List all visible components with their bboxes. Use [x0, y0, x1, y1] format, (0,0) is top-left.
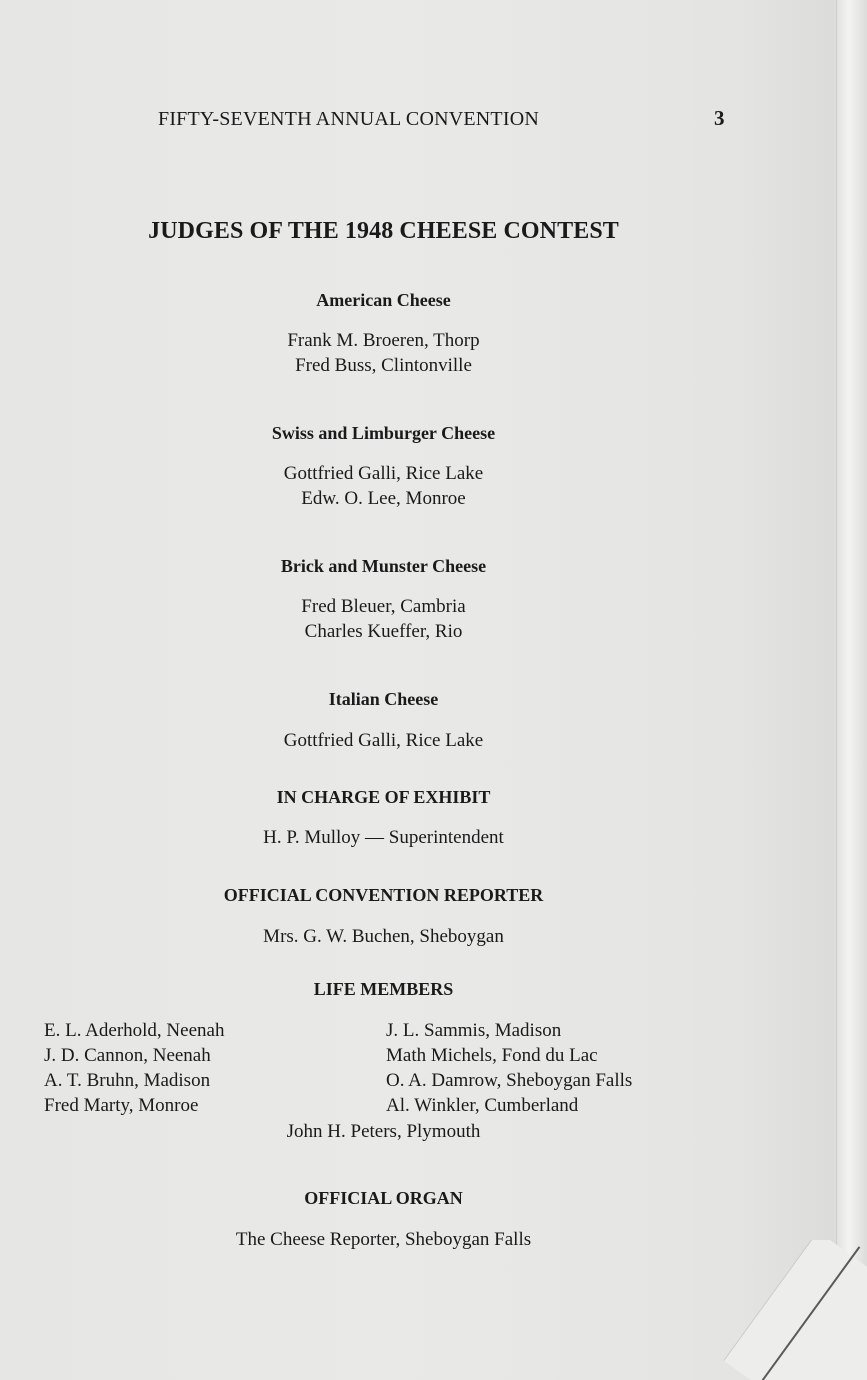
page-number: 3: [714, 106, 725, 130]
member-name: O. A. Damrow, Sheboygan Falls: [386, 1070, 633, 1091]
judge-name: Edw. O. Lee, Monroe: [301, 488, 466, 509]
member-name: J. L. Sammis, Madison: [386, 1020, 562, 1041]
section-heading-swiss: Swiss and Limburger Cheese: [271, 423, 496, 443]
member-name: J. D. Cannon, Neenah: [44, 1045, 211, 1066]
reporter-name: Mrs. G. W. Buchen, Sheboygan: [263, 926, 504, 947]
member-name: A. T. Bruhn, Madison: [44, 1070, 211, 1091]
judge-name: Fred Buss, Clintonville: [295, 355, 472, 376]
running-header: FIFTY-SEVENTH ANNUAL CONVENTION: [158, 108, 539, 130]
official-organ-name: The Cheese Reporter, Sheboygan Falls: [235, 1229, 532, 1250]
page-edge: [836, 0, 867, 1380]
page-title: JUDGES OF THE 1948 CHEESE CONTEST: [148, 218, 619, 244]
member-name: Al. Winkler, Cumberland: [386, 1095, 579, 1116]
member-name-final: John H. Peters, Plymouth: [286, 1121, 481, 1142]
section-heading-italian: Italian Cheese: [328, 689, 439, 709]
member-name: Math Michels, Fond du Lac: [386, 1045, 598, 1066]
member-name: Fred Marty, Monroe: [44, 1095, 199, 1116]
section-heading-american: American Cheese: [316, 290, 451, 310]
judge-name: Fred Bleuer, Cambria: [301, 596, 466, 617]
superintendent-name: H. P. Mulloy — Superintendent: [263, 827, 504, 848]
section-heading-brick: Brick and Munster Cheese: [280, 556, 487, 576]
section-heading-official-organ: OFFICIAL ORGAN: [304, 1188, 463, 1208]
member-name: E. L. Aderhold, Neenah: [44, 1020, 225, 1041]
folded-corner: [707, 1240, 867, 1380]
section-heading-reporter: OFFICIAL CONVENTION REPORTER: [223, 885, 544, 905]
judge-name: Gottfried Galli, Rice Lake: [283, 463, 484, 484]
section-heading-life-members: LIFE MEMBERS: [313, 979, 454, 999]
judge-name: Gottfried Galli, Rice Lake: [283, 730, 484, 751]
life-members-left-column: [44, 1018, 224, 1118]
life-members-right-column: [386, 1018, 632, 1118]
judge-name: Frank M. Broeren, Thorp: [287, 330, 480, 351]
section-heading-exhibit: IN CHARGE OF EXHIBIT: [276, 787, 491, 807]
judge-name: Charles Kueffer, Rio: [304, 621, 463, 642]
